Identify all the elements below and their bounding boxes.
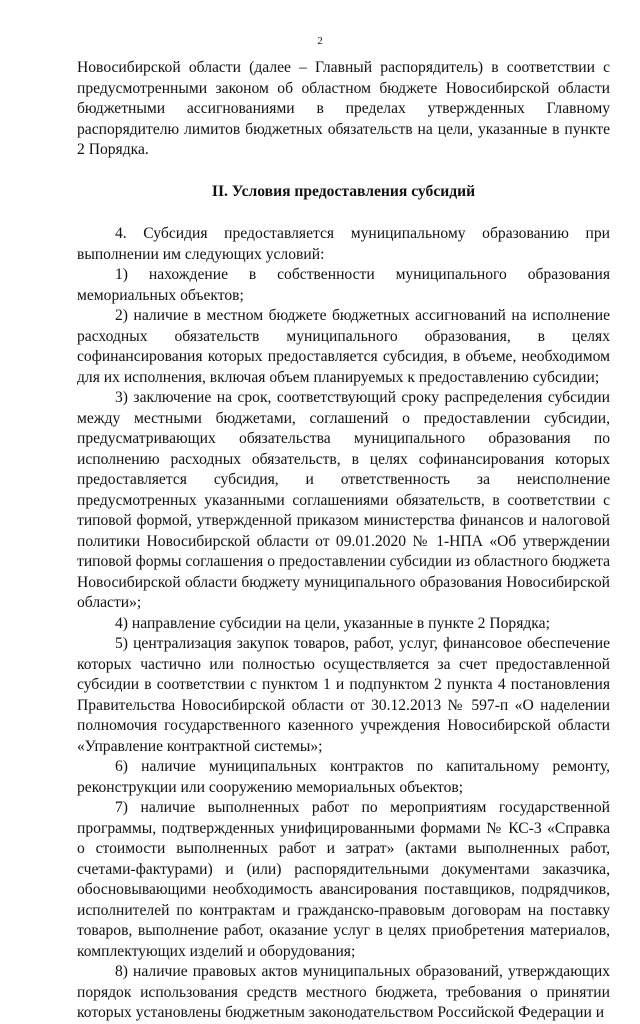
paragraph-item-4: 4. Субсидия предоставляется муниципальному образованию при выполнении им следующих условий: <box>77 225 610 263</box>
section-heading: II. Условия предоставления субсидий <box>211 182 476 200</box>
paragraph-condition-4: 4) направление субсидии на цели, указанные в пункте 2 Порядка; <box>115 614 550 632</box>
paragraph-condition-1: 1) нахождение в собственности муниципального образования мемориальных объектов; <box>77 266 610 304</box>
intro-paragraph: Новосибирской области (далее – Главный распорядитель) в соответствии с предусмотренными законом об областном бюджете Новосибирской области бюджетными ассигнованиями в пределах утвержденных Главному распорядителю лимитов бюджетных обязательств на цели, указанные в пункте 2 Порядка. <box>77 59 610 158</box>
paragraph-condition-8: 8) наличие правовых актов муниципальных образований, утверждающих порядок использования средств местного бюджета, требования о принятии которых установлены бюджетным законодательством Российской Федерации и <box>77 963 610 1021</box>
paragraph-condition-5: 5) централизация закупок товаров, работ, услуг, финансовое обеспечение которых частично или полностью осуществляется за счет предоставленной субсидии в соответствии с пунктом 1 и подпунктом 2 пункта 4 постановления Правительства Новосибирской области от 30.12.2013 № 597-п «О наделении полномочия государственного казенного учреждения Новосибирской области «Управление контрактной системы»; <box>77 635 610 755</box>
paragraph-condition-6: 6) наличие муниципальных контрактов по капитальному ремонту, реконструкции или сооружению мемориальных объектов; <box>77 758 610 796</box>
page-number: 2 <box>317 35 323 47</box>
paragraph-condition-7: 7) наличие выполненных работ по мероприятиям государственной программы, подтвержденных унифицированными формами № КС-3 «Справка о стоимости выполненных работ и затрат» (актами выполненных работ, счетами-фактурами) и (или) распорядительными документами заказчика, обосновывающими необходимость авансирования поставщиков, подрядчиков, исполнителей по контрактам и гражданско-правовым договорам на поставку товаров, выполнение работ, оказание услуг в целях приобретения материалов, комплектующих изделий и оборудования; <box>77 799 610 960</box>
document-body <box>77 58 610 1024</box>
paragraph-condition-2: 2) наличие в местном бюджете бюджетных ассигнований на исполнение расходных обязательств муниципального образования, в целях софинансирования которых предоставляется субсидия, в объеме, необходимом для их исполнения, включая объем планируемых к предоставлению субсидии; <box>77 307 610 386</box>
paragraph-condition-3: 3) заключение на срок, соответствующий сроку распределения субсидии между местными бюджетами, соглашений о предоставлении субсидии, предусматривающих обязательства муниципального образования по исполнению расходных обязательств, в целях софинансирования которых предоставляется субсидия, и ответственность за неисполнение предусмотренных указанными соглашениями обязательств, в соответствии с типовой формой, утвержденной приказом министерства финансов и налоговой политики Новосибирской области от 09.01.2020 № 1-НПА «Об утверждении типовой формы соглашения о предоставлении субсидии из областного бюджета Новосибирской области бюджету муниципального образования Новосибирской области»; <box>77 389 610 611</box>
